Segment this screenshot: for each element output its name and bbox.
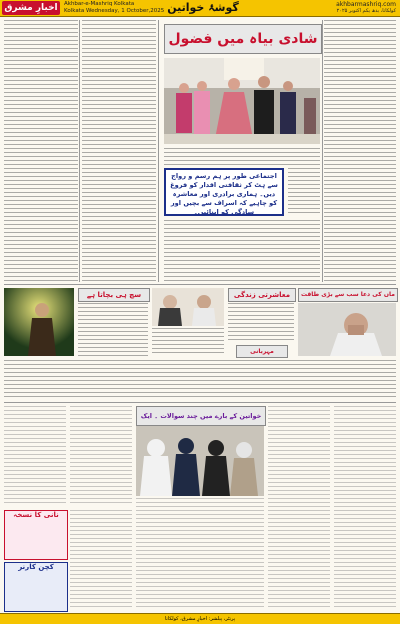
society-headline: معاشرتی زندگی (228, 288, 296, 302)
column-rule (79, 20, 80, 282)
lead-headline: شادی بیاہ میں فضول (164, 24, 322, 54)
text-column (4, 406, 66, 506)
women-headline: خواتین کے بارے میں چند سوالات ۔ ایک (136, 406, 266, 426)
text-column (334, 406, 396, 610)
text-block (4, 360, 396, 400)
column-rule (322, 20, 323, 282)
grieving-woman-photo (298, 303, 396, 356)
paper-name: Akhbar-e-Mashriq Kolkata (64, 1, 135, 7)
dateline: Kolkata Wednesday, 1 October,2025 (64, 8, 165, 14)
pull-quote: اجتماعی طور پر ہم رسم و رواج سے ہٹ کر ثقافتی اقدار کو فروغ دیں۔ ہماری برادری اور معاشرہ کو چاہیے کہ اسراف سے بچیں اور سادگی کو اپنائیں۔ (164, 168, 284, 216)
hijab-women-photo (136, 426, 264, 496)
wedding-photo (164, 58, 320, 144)
website-link[interactable]: akhbarmashriq.com (336, 1, 396, 8)
text-column (324, 20, 396, 282)
section-title: گوشۂ خواتین (167, 1, 239, 14)
issue-line: کولکاتا، بدھ یکم اکتوبر ۲۰۲۵ (336, 8, 396, 14)
text-column (70, 406, 132, 506)
lead-body-text (164, 148, 320, 166)
text-column (152, 328, 224, 356)
saint-painting (4, 288, 74, 356)
text-column (70, 510, 132, 610)
text-column (268, 406, 330, 610)
text-column (228, 303, 294, 343)
two-women-photo (152, 288, 224, 326)
kindness-headline: مہربانی (236, 345, 288, 358)
truth-headline: سچ ہی بچاتا ہے (78, 288, 150, 302)
footer-bar: پرنٹر، پبلشر: اخبارِ مشرق، کولکاتا (0, 613, 400, 624)
text-column (82, 20, 156, 282)
section-rule (4, 284, 396, 285)
mother-headline: ماں کی دعا سب سے بڑی طاقت (298, 288, 398, 302)
newspaper-logo: اخبارِ مشرق (2, 1, 60, 15)
nani-box (4, 510, 68, 560)
text-column (4, 20, 78, 282)
nani-box-title: نانی کا نسخہ (13, 511, 59, 519)
kitchen-box-title: کچن کارنر (18, 563, 54, 571)
kitchen-box (4, 562, 68, 612)
text-column (136, 498, 264, 610)
column-rule (158, 20, 159, 282)
text-column (78, 303, 148, 356)
lead-body-text (288, 168, 320, 216)
lead-body-text (164, 220, 320, 282)
section-rule (4, 402, 396, 403)
